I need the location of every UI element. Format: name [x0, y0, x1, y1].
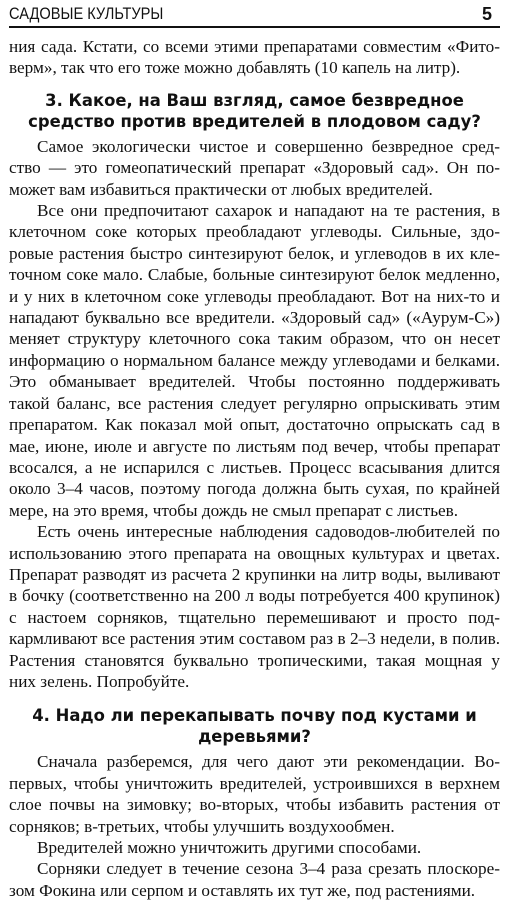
intro-text — [9, 36, 500, 79]
running-header — [9, 2, 500, 28]
answer-3 — [9, 136, 500, 693]
section-title: САДОВЫЕ КУЛЬТУРЫ — [9, 4, 164, 23]
paragraph: ния сада. Кстати, со всеми этими препаратами совместим «Фитоверм», так что его тоже можно добавлять (10 капель на литр). — [9, 37, 500, 78]
paragraph: Вредителей можно уничтожить другими способами. — [37, 838, 422, 857]
paragraph: Сначала разберемся, для чего дают эти рекомендации. Во-первых, чтобы уничтожить вредителей, устроившихся в верхнем слое почвы на зимовку; во-вторых, чтобы избавить растения от сорняков; в-третьих, чтобы улучшить воздухообмен. — [9, 752, 500, 836]
answer-4 — [9, 751, 500, 901]
paragraph: Есть очень интересные наблюдения садоводов-любителей по использованию этого препарата на овощных культурах и цветах. Препарат разводят из расчета 2 крупинки на литр воды, выливают в бочку (соответственно на 200 л воды потребуется 400 крупинок) с настоем сорняков, тщательно перемешивают и просто подкармливают все растения этим составом раз в 2–3 недели, в полив. Растения становятся буквально тропическими, такая мощная у них зелень. Попробуйте. — [9, 522, 500, 691]
page-number: 5 — [481, 4, 492, 24]
paragraph: Сорняки следует в течение сезона 3–4 раза срезать плоскорезом Фокина или серпом и оставлять их тут же, под растениями. — [9, 859, 500, 900]
paragraph: Самое экологически чистое и совершенно безвредное средство — это гомеопатический препарат «Здоровый сад». Он поможет вам избавиться практически от любых вредителей. — [9, 136, 500, 199]
question-heading-3: 3. Какое, на Ваш взгляд, самое безвредное средство против вредителей в плодовом саду? — [28, 90, 481, 131]
question-heading-4: 4. Надо ли перекапывать почву под кустами и деревьями? — [32, 706, 477, 747]
paragraph: Все они предпочитают сахарок и нападают на те растения, в клеточном соке которых преобладают углеводы. Сильные, здоровые растения быстро синтезируют белок, и углеводов в их клеточном соке мало. Слабые, больные синтезируют белок медленно, и у них в клеточном соке углеводы преобладают. Вот на них-то и нападают буквально все вредители. «Здоровый сад» («Аурум-С») меняет структуру клеточного сока таким образом, что он несет информацию о нормальном балансе между углеводами и белками. Это обманывает вредителей. Чтобы постоянно поддерживать такой баланс, все растения следует регулярно опрыскивать этим препаратом. Как показал мой опыт, достаточно опрыскать сад в мае, июне, июле и августе по листьям под вечер, чтобы препарат всосался, а не испарился с листьев. Процесс всасывания длится около 3–4 часов, поэтому погода должна быть сухая, по крайней мере, на это время, чтобы дождь не смыл препарат с листьев. — [9, 201, 500, 520]
